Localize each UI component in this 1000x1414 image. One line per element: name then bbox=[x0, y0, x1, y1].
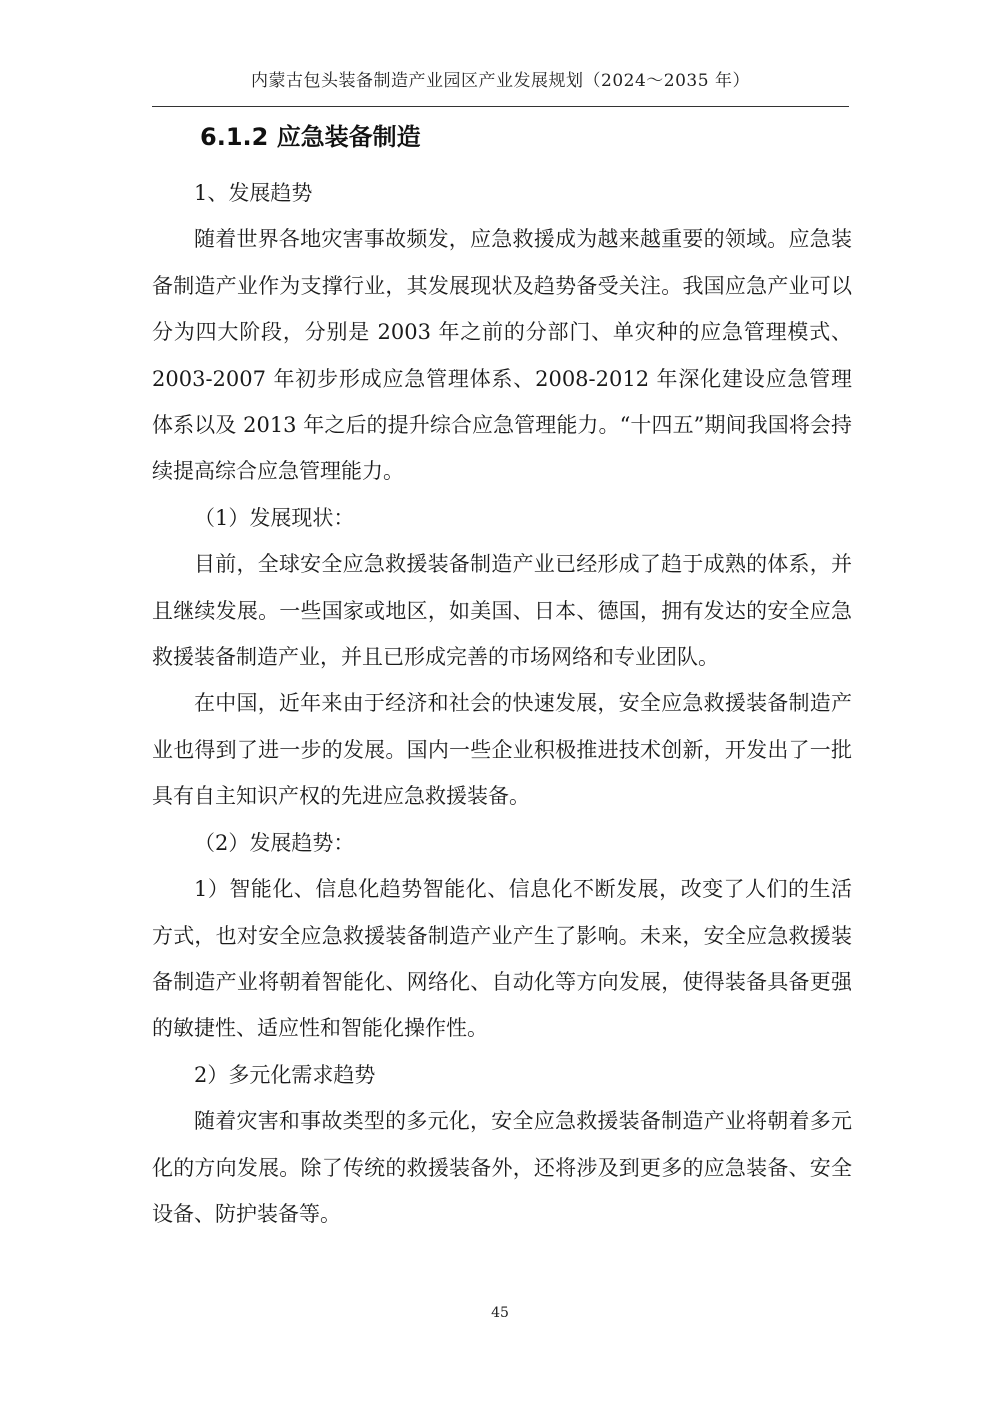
header-rule bbox=[152, 106, 849, 107]
paragraph-diversified-trend: 随着灾害和事故类型的多元化，安全应急救援装备制造产业将朝着多元化的方向发展。除了传统的救援装备外，还将涉及到更多的应急装备、安全设备、防护装备等。 bbox=[152, 1109, 852, 1226]
paragraph-global-status: 目前，全球安全应急救援装备制造产业已经形成了趋于成熟的体系，并且继续发展。一些国家或地区，如美国、日本、德国，拥有发达的安全应急救援装备制造产业，并且已形成完善的市场网络和专业团队。 bbox=[152, 552, 852, 670]
subheading-trends: （2）发展趋势： bbox=[194, 830, 355, 855]
running-header: 内蒙古包头装备制造产业园区产业发展规划（2024～2035 年） bbox=[251, 71, 750, 91]
subheading-current-status: （1）发展现状： bbox=[194, 505, 355, 530]
paragraph-intro: 随着世界各地灾害事故频发，应急救援成为越来越重要的领域。应急装备制造产业作为支撑行业，其发展现状及趋势备受关注。我国应急产业可以分为四大阶段，分别是 2003 年之前的分部门、单灾种的应急管理模式、2003-2007 年初步形成应急管理体系、2008-2012 年深化建设应急管理体系以及 2013 年之后的提升综合应急管理能力。“十四五”期间我国将会持续提高综合应急管理能力。 bbox=[152, 227, 852, 484]
body-text bbox=[152, 170, 852, 1237]
page-number: 45 bbox=[491, 1305, 509, 1321]
paragraph-china-status: 在中国，近年来由于经济和社会的快速发展，安全应急救援装备制造产业也得到了进一步的发展。国内一些企业积极推进技术创新，开发出了一批具有自主知识产权的先进应急救援装备。 bbox=[152, 691, 852, 809]
subheading-diversified-demand: 2）多元化需求趋势 bbox=[194, 1062, 376, 1087]
subsection-heading-trend: 1、发展趋势 bbox=[194, 181, 313, 205]
paragraph-intelligent-trend: 1）智能化、信息化趋势智能化、信息化不断发展，改变了人们的生活方式，也对安全应急救援装备制造产业产生了影响。未来，安全应急救援装备制造产业将朝着智能化、网络化、自动化等方向发展，使得装备具备更强的敏捷性、适应性和智能化操作性。 bbox=[152, 877, 852, 1041]
section-heading: 6.1.2 应急装备制造 bbox=[200, 123, 421, 151]
